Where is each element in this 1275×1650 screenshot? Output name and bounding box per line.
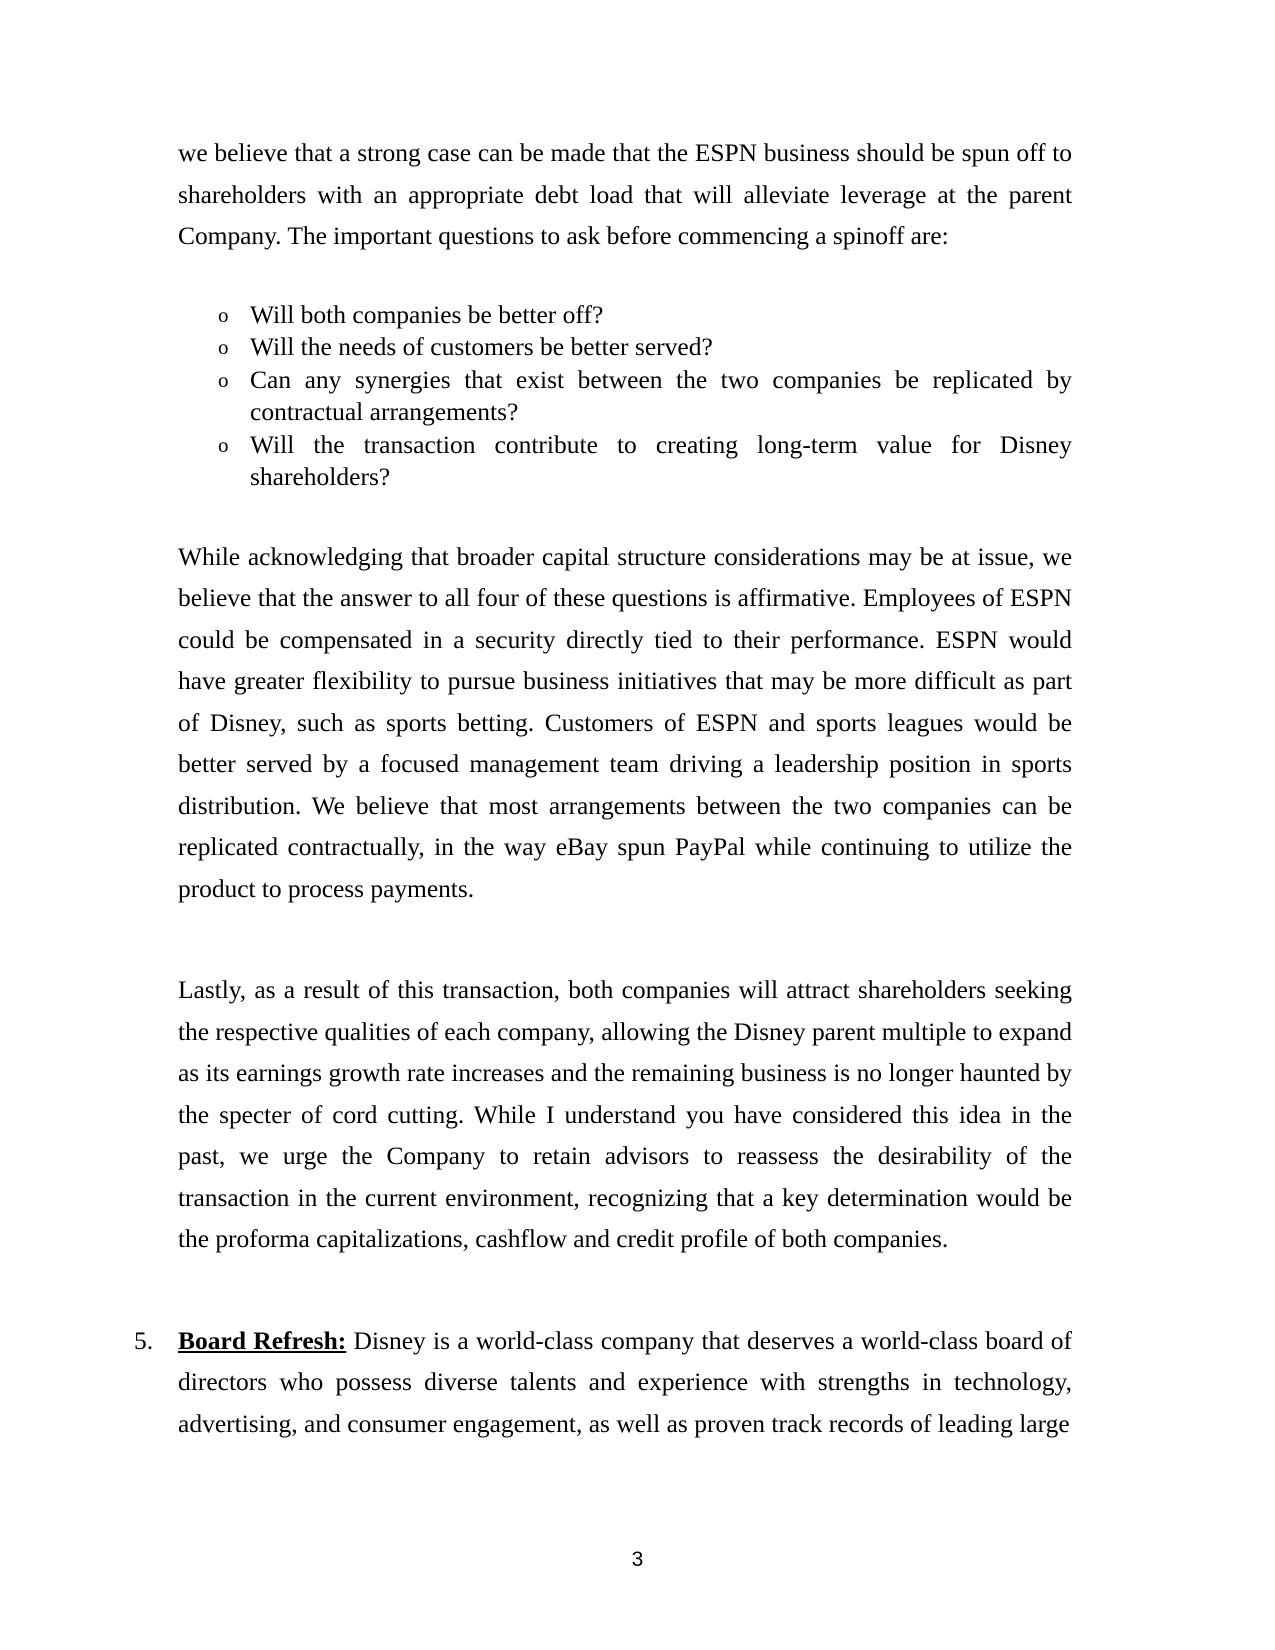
list-item bbox=[178, 429, 1072, 494]
bullet-marker-icon: o bbox=[218, 432, 229, 457]
paragraph-lastly: Lastly, as a result of this transaction, both companies will attract shareholders seeking the respective qualities of each company, allowing the Disney parent multiple to expand as its earnings growth rate increases and the remaining business is no longer haunted by the specter of cord cutting. While I understand you have considered this idea in the past, we urge the Company to retain advisors to reassess the desirability of the transaction in the current environment, recognizing that a key determination would be the proforma capitalizations, cashflow and credit profile of both companies. bbox=[178, 975, 1073, 1253]
list-item bbox=[178, 331, 1072, 364]
page-number: 3 bbox=[631, 1548, 644, 1571]
spacer bbox=[178, 1260, 1072, 1320]
list-item bbox=[178, 299, 1072, 332]
list-item-label: Can any synergies that exist between the two companies be replicated by contractual arrangements? bbox=[250, 364, 1072, 426]
list-item-label: Will the transaction contribute to creating long-term value for Disney shareholders? bbox=[250, 429, 1072, 491]
page-content bbox=[134, 132, 1073, 1444]
paragraph-affirmative: While acknowledging that broader capital structure considerations may be at issue, we believe that the answer to all four of these questions is affirmative. Employees of ESPN could be compensated in a security directly tied to their performance. ESPN would have greater flexibility to pursue business initiatives that may be more difficult as part of Disney, such as sports betting. Customers of ESPN and sports leagues would be better served by a focused management team driving a leadership position in sports distribution. We believe that most arrangements between the two companies can be replicated contractually, in the way eBay spun PayPal while continuing to utilize the product to process payments. bbox=[178, 541, 1072, 903]
bullet-marker-icon: o bbox=[218, 302, 229, 327]
spacer bbox=[178, 909, 1072, 969]
bullet-marker-icon: o bbox=[218, 367, 229, 392]
spacer bbox=[178, 494, 1072, 536]
paragraph-intro: we believe that a strong case can be made that the ESPN business should be spun off to shareholders with an appropriate debt load that will alleviate leverage at the parent Company. The important questions to ask before commencing a spinoff are: bbox=[178, 138, 1072, 250]
bullet-marker-icon: o bbox=[218, 335, 229, 359]
list-item-label: Will both companies be better off? bbox=[250, 299, 604, 329]
spacer bbox=[178, 257, 1072, 299]
list-item bbox=[178, 364, 1072, 429]
list-number: 5. bbox=[134, 1325, 154, 1355]
numbered-item-lead-in: Board Refresh: bbox=[178, 1325, 347, 1355]
numbered-item-paragraph bbox=[178, 1320, 1072, 1445]
list-item-label: Will the needs of customers be better served? bbox=[250, 332, 713, 361]
questions-bullet-list bbox=[178, 299, 1072, 494]
numbered-item-board-refresh bbox=[134, 1320, 1072, 1445]
numbered-item-text: Disney is a world-class company that deserves a world-class board of directors who possess diverse talents and experience with strengths in technology, advertising, and consumer engagement, as well as proven track records of leading large bbox=[178, 1325, 1072, 1438]
